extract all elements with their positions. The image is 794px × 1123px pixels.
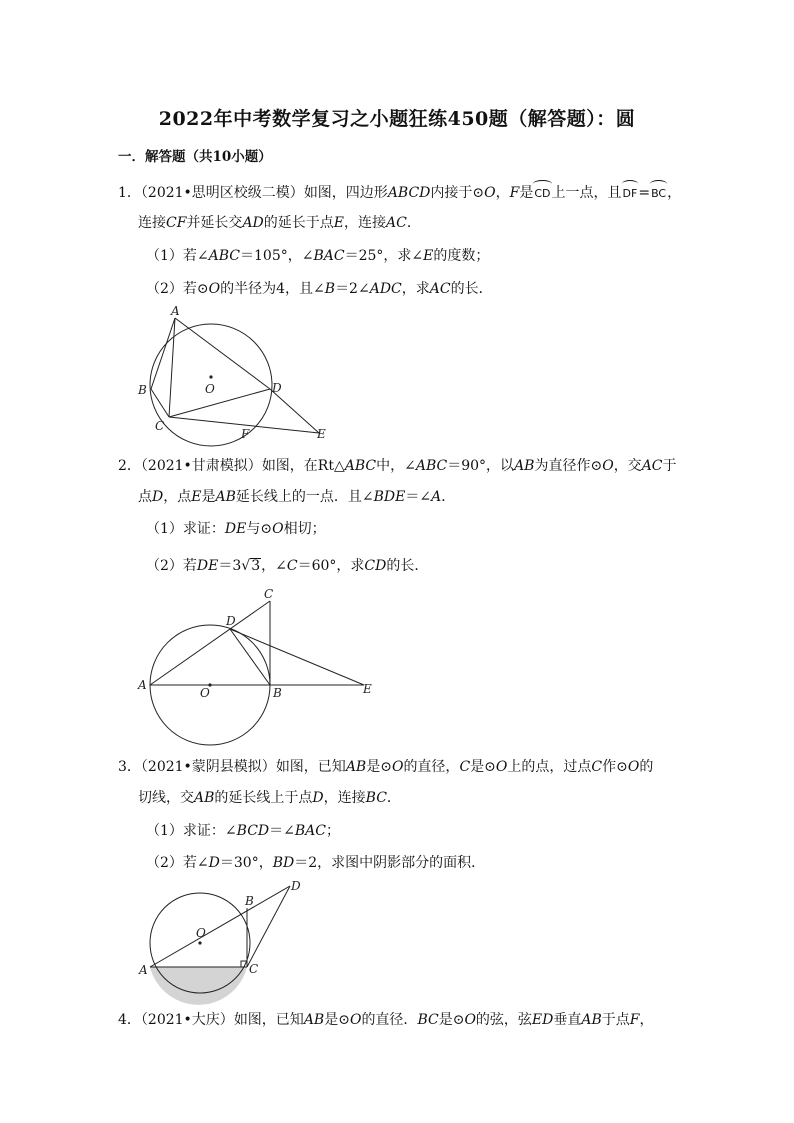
figure-1-circle-quadrilateral <box>130 305 340 450</box>
center-point-o <box>209 375 212 378</box>
label-d: D <box>272 381 282 395</box>
label-o: O <box>200 686 210 700</box>
label-o: O <box>205 382 215 396</box>
section-heading: 一．解答题（共10小题） <box>118 149 272 165</box>
label-c: C <box>155 419 165 433</box>
segment-bc <box>151 389 169 417</box>
question-2-part-2: （2）若DE＝3√3，∠C＝60°，求CD的长． <box>146 558 429 574</box>
label-c: C <box>264 587 274 601</box>
question-3-line-2: 切线，交AB的延长线上于点D，连接BC． <box>138 790 401 806</box>
arc-df: DF <box>622 184 639 204</box>
arc-bc: BC <box>650 184 667 204</box>
sqrt-symbol: √ <box>241 558 251 574</box>
label-f: F <box>241 427 250 441</box>
question-source: （2021•思明区校级二模） <box>140 185 304 201</box>
question-1-part-1: （1）若∠ABC＝105°，∠BAC＝25°，求∠E的度数； <box>146 248 490 264</box>
question-number: 1． <box>118 185 141 201</box>
label-b: B <box>138 383 147 397</box>
figure-3-tangent-circle <box>135 878 320 998</box>
segment-de <box>270 389 319 433</box>
question-number: 3． <box>118 759 141 775</box>
segment-cd <box>169 389 270 417</box>
label-d: D <box>291 879 301 893</box>
segment-ac <box>150 601 270 685</box>
question-1-line-2: 连接CF并延长交AD的延长于点E，连接AC． <box>138 215 421 231</box>
question-2-line-2: 点D，点E是AB延长线上的一点．且∠BDE＝∠A． <box>138 489 456 505</box>
question-source: （2021•甘肃模拟） <box>140 458 262 474</box>
question-3-part-1: （1）求证：∠BCD＝∠BAC； <box>146 823 340 839</box>
label-c: C <box>249 962 259 976</box>
sqrt-radicand: 3 <box>251 558 261 574</box>
shaded-region <box>150 967 247 1005</box>
question-1-line-1: 1．（2021•思明区校级二模）如图，四边形ABCD内接于⊙O，F是CD上一点，且DF=BC， <box>118 183 681 204</box>
question-3-line-1: 3．（2021•蒙阴县模拟）如图，已知AB是⊙O的直径，C是⊙O上的点，过点C作⊙O的 <box>118 759 654 775</box>
segment-ad <box>175 318 270 389</box>
label-b: B <box>245 894 254 908</box>
question-4-line-1: 4．（2021•大庆）如图，已知AB是⊙O的直径．BC是⊙O的弦，弦ED垂直AB于点F， <box>118 1012 654 1028</box>
page-title: 2022年中考数学复习之小题狂练450题（解答题）：圆 <box>158 108 636 130</box>
label-e: E <box>363 682 372 696</box>
arc-cd: CD <box>533 184 551 204</box>
label-b: B <box>273 686 282 700</box>
question-number: 2． <box>118 458 141 474</box>
center-point-o <box>198 941 201 944</box>
label-d: D <box>226 614 236 628</box>
label-e: E <box>317 427 326 441</box>
label-a: A <box>171 304 180 318</box>
label-a: A <box>138 678 147 692</box>
question-2-part-1: （1）求证：DE与⊙O相切； <box>146 521 326 537</box>
question-number: 4． <box>118 1012 141 1028</box>
label-a: A <box>139 963 148 977</box>
question-3-part-2: （2）若∠D＝30°，BD＝2，求图中阴影部分的面积． <box>146 855 486 871</box>
question-1-part-2: （2）若⊙O的半径为4，且∠B＝2∠ADC，求AC的长． <box>146 281 493 297</box>
question-source: （2021•大庆） <box>140 1012 234 1028</box>
label-o: O <box>196 926 206 940</box>
question-2-line-1: 2．（2021•甘肃模拟）如图，在Rt△ABC中，∠ABC＝90°，以AB为直径作⊙O，交AC于 <box>118 458 677 474</box>
question-source: （2021•蒙阴县模拟） <box>140 759 276 775</box>
figure-2-right-triangle-circle <box>130 585 380 750</box>
